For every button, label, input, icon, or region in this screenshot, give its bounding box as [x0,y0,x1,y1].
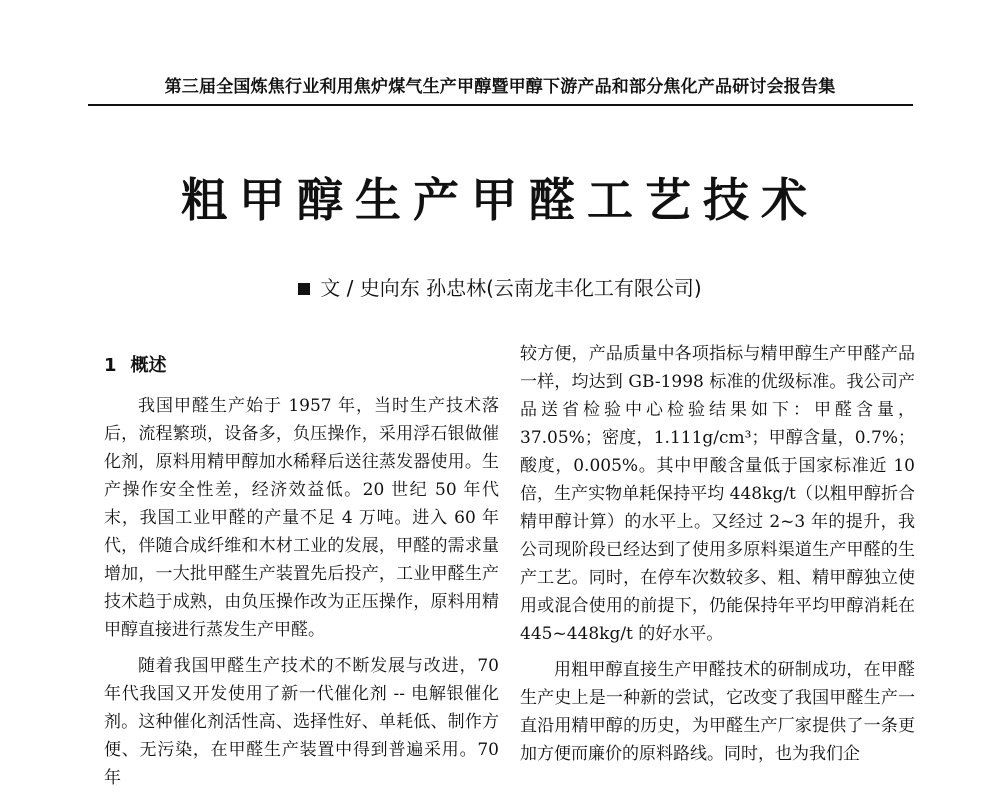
paragraph: 我国甲醛生产始于 1957 年，当时生产技术落后，流程繁琐，设备多，负压操作，采用浮石银做催化剂，原料用精甲醇加水稀释后送往蒸发器使用。生产操作安全性差，经济效益低。20 世纪 50 年代末，我国工业甲醛的产量不足 4 万吨。进入 60 年代，伴随合成纤维和木材工业的发展，甲醛的需求量增加，一大批甲醛生产装置先后投产，工业甲醛生产技术趋于成熟，由负压操作改为正压操作，原料用精甲醇直接进行蒸发生产甲醛。 [104,396,499,640]
paragraph: 用粗甲醇直接生产甲醛技术的研制成功，在甲醛生产史上是一种新的尝试，它改变了我国甲醛生产一直沿用精甲醇的历史，为甲醛生产厂家提供了一条更加方便而廉价的原料路线。同时，也为我们企 [520,660,915,764]
left-column [104,352,499,792]
paragraph: 较方便，产品质量中各项指标与精甲醇生产甲醛产品一样，均达到 GB-1998 标准的优级标准。我公司产品送省检验中心检验结果如下：甲醛含量，37.05%；密度，1.111g/cm³；甲醇含量，0.7%；酸度，0.005%。其中甲酸含量低于国家标准近 10 倍，生产实物单耗保持平均 448kg/t（以粗甲醇折合精甲醇计算）的水平上。又经过 2~3 年的提升，我公司现阶段已经达到了使用多原料渠道生产甲醛的生产工艺。同时，在停车次数较多、粗、精甲醇独立使用或混合使用的前提下，仍能保持年平均甲醇消耗在 445~448kg/t 的好水平。 [520,344,915,644]
running-header: 第三届全国炼焦行业利用焦炉煤气生产甲醇暨甲醇下游产品和部分焦化产品研讨会报告集 [164,77,836,97]
article-title: 粗甲醇生产甲醛工艺技术 [181,173,819,227]
paragraph: 随着我国甲醛生产技术的不断发展与改进，70 年代我国又开发使用了新一代催化剂 -- 电解银催化剂。这种催化剂活性高、选择性好、单耗低、制作方便、无污染，在甲醛生产装置中得到普遍采用。70 年 [104,656,499,788]
byline [0,272,1000,301]
section-number: 1 [104,355,117,376]
square-bullet-icon [298,283,310,295]
right-column [520,340,915,768]
header-divider [88,104,913,106]
section-title: 概述 [130,355,167,376]
section-heading [104,352,499,380]
byline-text: 文 / 史向东 孙忠林(云南龙丰化工有限公司) [320,276,702,300]
